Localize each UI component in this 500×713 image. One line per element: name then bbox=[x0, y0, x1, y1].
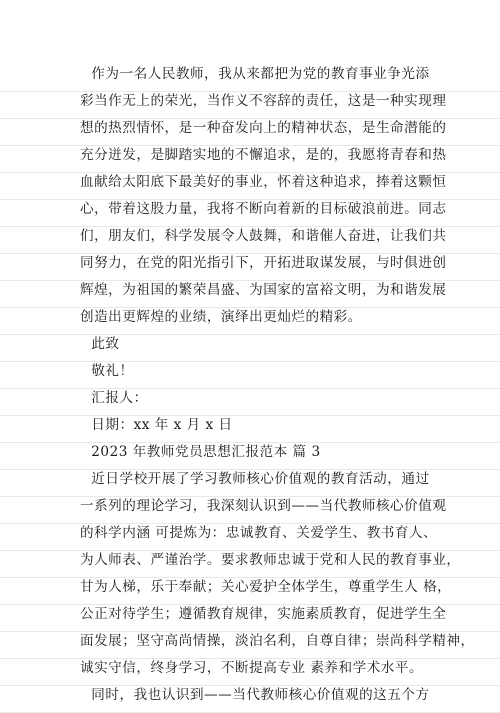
line-text: 公正对待学生；遵循教育规律，实施素质教育，促进学生全 bbox=[80, 606, 447, 622]
line-text: 的科学内涵 可提炼为：忠诚教育、关爱学生、教书育人、 bbox=[80, 525, 438, 541]
text-line bbox=[0, 679, 500, 713]
section-title-text: 2023 年教师党员思想汇报范本 篇 3 bbox=[72, 444, 321, 460]
line-text: 面发展；坚守高尚情操，淡泊名利，自尊自律；崇尚科学精神， bbox=[80, 633, 475, 649]
line-text: 一系列的理论学习，我深刻认识到——当代教师核心价值观 bbox=[80, 498, 447, 514]
line-text: 为人师表、严谨治学。要求教师忠诚于党和人民的教育事业， bbox=[80, 552, 461, 568]
line-text: 充分迸发，是脚踏实地的不懈追求，是的，我愿将青春和热 bbox=[80, 147, 447, 163]
line-text: 们，朋友们，科学发展令人鼓舞，和谐催人奋进，让我们共 bbox=[80, 228, 447, 244]
line-text: 汇报人： bbox=[72, 390, 148, 406]
line-text: 此致 bbox=[72, 336, 120, 352]
line-text: 心，带着这股力量，我将不断向着新的目标破浪前进。同志 bbox=[80, 201, 447, 217]
line-text: 创造出更辉煌的业绩，演绎出更灿烂的精彩。 bbox=[80, 309, 362, 325]
line-text: 敬礼！ bbox=[72, 363, 134, 379]
line-text: 辉煌，为祖国的繁荣昌盛、为国家的富裕文明，为和谐发展 bbox=[80, 282, 447, 298]
line-text: 同努力，在党的阳光指引下，开拓进取谋发展，与时俱进创 bbox=[80, 255, 447, 271]
line-text: 作为一名人民教师，我从来都把为党的教育事业争光添 bbox=[72, 66, 430, 82]
line-text: 日期：xx 年 x 月 x 日 bbox=[72, 417, 233, 433]
line-text: 近日学校开展了学习教师核心价值观的教育活动，通过 bbox=[72, 471, 430, 487]
line-text: 想的热烈情怀，是一种奋发向上的精神状态，是生命潜能的 bbox=[80, 120, 447, 136]
line-text: 同时，我也认识到——当代教师核心价值观的这五个方 bbox=[72, 687, 430, 703]
line-text: 甘为人梯，乐于奉献；关心爱护全体学生，尊重学生人 格， bbox=[80, 579, 452, 595]
line-text: 彩当作无上的荣光，当作义不容辞的责任，这是一种实现理 bbox=[80, 93, 447, 109]
line-text: 血献给太阳底下最美好的事业，怀着这种追求，捧着这颗恒 bbox=[80, 174, 447, 190]
line-text: 诚实守信，终身学习，不断提高专业 素养和学术水平。 bbox=[80, 660, 424, 676]
